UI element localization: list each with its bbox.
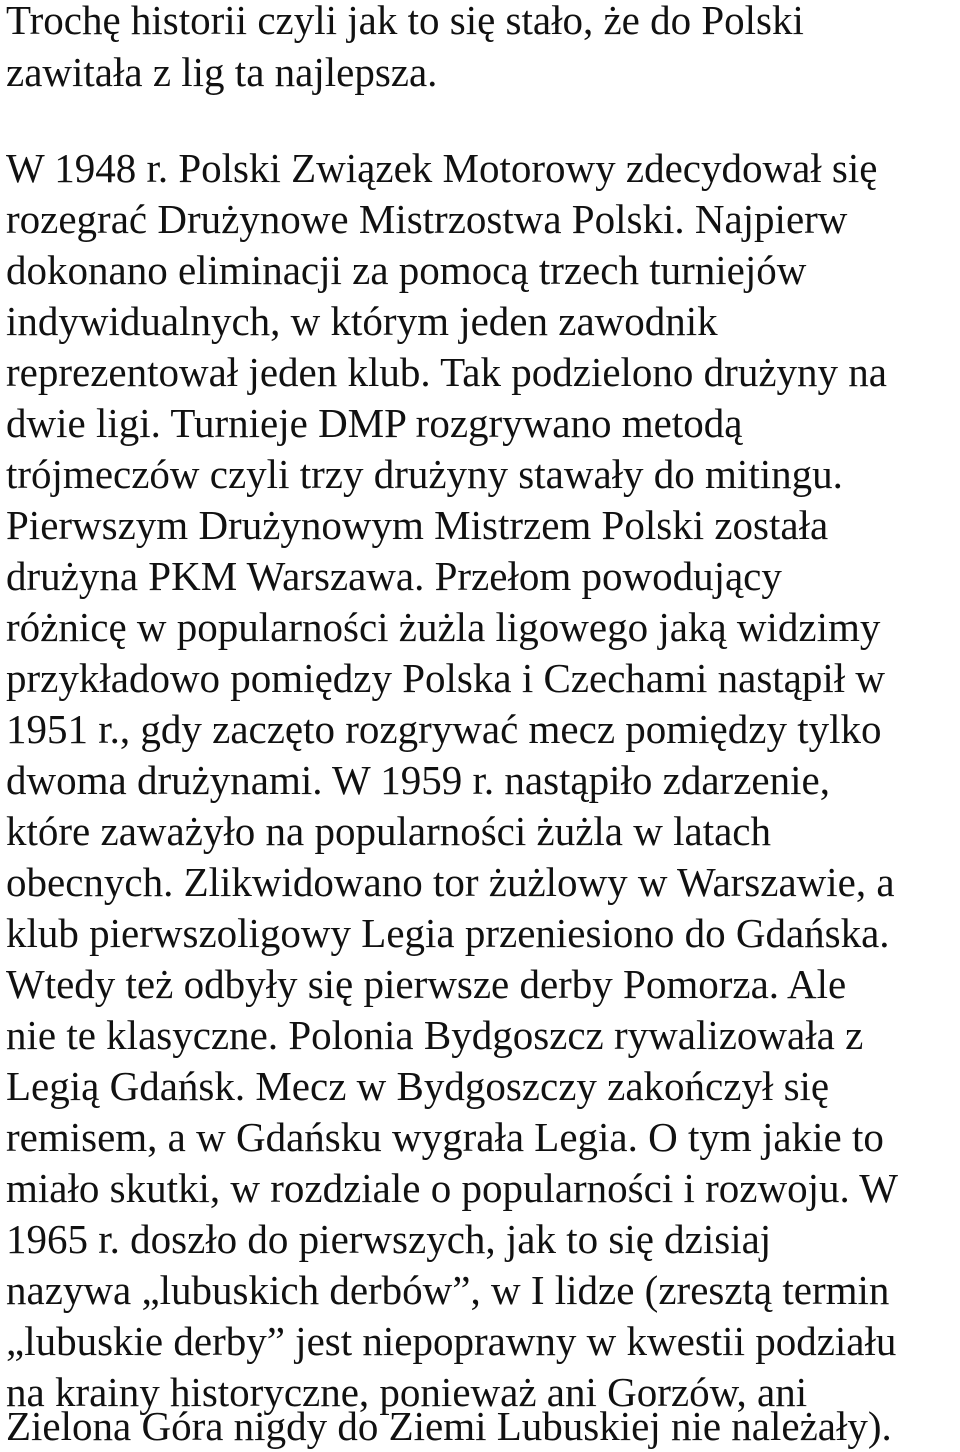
paragraph-line: Wtedy też odbyły się pierwsze derby Pomorza. Ale (6, 961, 847, 1007)
paragraph-line: dwie ligi. Turnieje DMP rozgrywano metodą (6, 400, 743, 446)
heading-line: zawitała z lig ta najlepsza. (6, 49, 438, 95)
paragraph-line: reprezentował jeden klub. Tak podzielono drużyny na (6, 349, 887, 395)
paragraph-line: które zaważyło na popularności żużla w latach (6, 808, 771, 854)
paragraph-line: rozegrać Drużynowe Mistrzostwa Polski. Najpierw (6, 196, 848, 242)
paragraph-line: różnicę w popularności żużla ligowego jaką widzimy (6, 604, 881, 650)
paragraph-line: trójmeczów czyli trzy drużyny stawały do mitingu. (6, 451, 843, 497)
paragraph-line: na krainy historyczne, ponieważ ani Gorzów, ani (6, 1369, 808, 1415)
paragraph-line: klub pierwszoligowy Legia przeniesiono do Gdańska. (6, 910, 890, 956)
paragraph-line: dwoma drużynami. W 1959 r. nastąpiło zdarzenie, (6, 757, 830, 803)
paragraph-line: W 1948 r. Polski Związek Motorowy zdecydował się (6, 145, 878, 191)
paragraph-line: 1965 r. doszło do pierwszych, jak to się dzisiaj (6, 1216, 772, 1262)
paragraph-line: przykładowo pomiędzy Polska i Czechami nastąpił w (6, 655, 886, 701)
paragraph-line: nazywa „lubuskich derbów”, w I lidze (zresztą termin (6, 1267, 890, 1313)
paragraph-line: miało skutki, w rozdziale o popularności i rozwoju. W (6, 1165, 898, 1211)
heading-line: Trochę historii czyli jak to się stało, że do Polski (6, 0, 804, 43)
paragraph-line: „lubuskie derby” jest niepoprawny w kwestii podziału (6, 1318, 897, 1364)
paragraph-line: dokonano eliminacji za pomocą trzech turniejów (6, 247, 807, 293)
paragraph-line: 1951 r., gdy zaczęto rozgrywać mecz pomiędzy tylko (6, 706, 882, 752)
paragraph-line: drużyna PKM Warszawa. Przełom powodujący (6, 553, 782, 599)
paragraph-line: Pierwszym Drużynowym Mistrzem Polski została (6, 502, 829, 548)
paragraph-line: nie te klasyczne. Polonia Bydgoszcz rywalizowała z (6, 1012, 864, 1058)
paragraph-line: obecnych. Zlikwidowano tor żużlowy w Warszawie, a (6, 859, 895, 905)
paragraph-line: Legią Gdańsk. Mecz w Bydgoszczy zakończył się (6, 1063, 830, 1109)
paragraph-line: remisem, a w Gdańsku wygrała Legia. O tym jakie to (6, 1114, 884, 1160)
paragraph-line: indywidualnych, w którym jeden zawodnik (6, 298, 718, 344)
paragraph-line: Zielona Góra nigdy do Ziemi Lubuskiej nie należały). (6, 1403, 892, 1449)
